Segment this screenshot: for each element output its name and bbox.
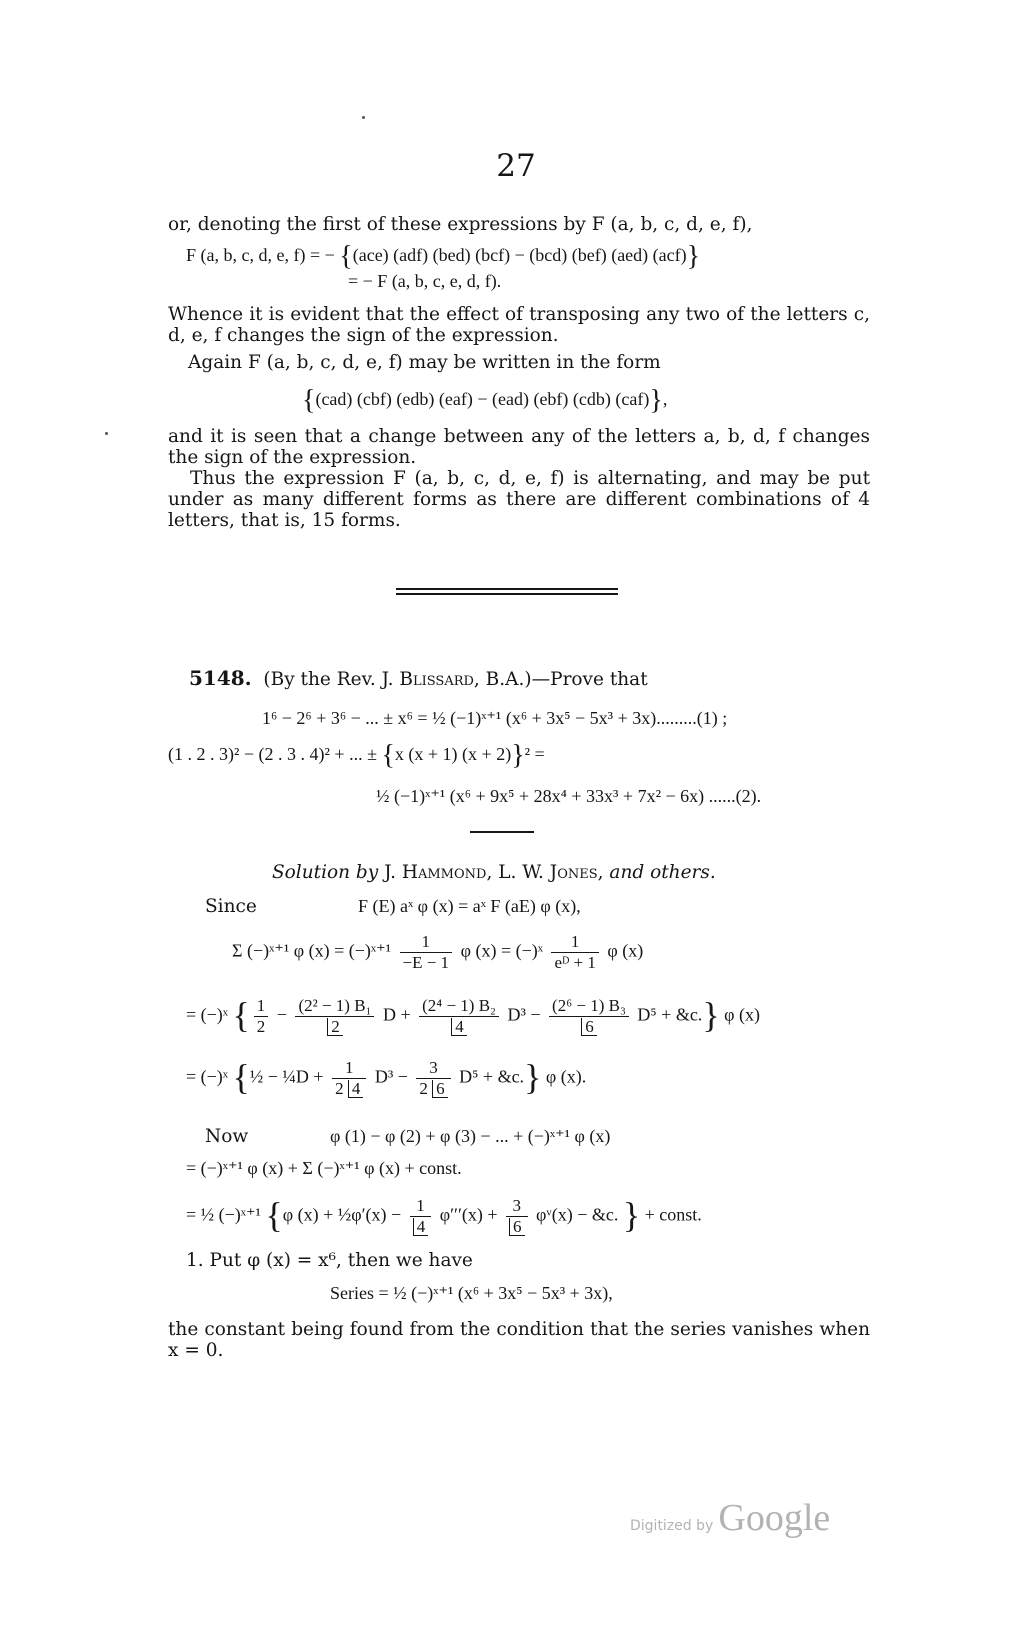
equation-2-lhs-terms: (1 . 2 . 3)² − (2 . 3 . 4)² + ... ± — [168, 744, 377, 764]
close-brace: } — [511, 740, 525, 771]
open-brace: { — [302, 385, 316, 416]
equation-2-lhs — [168, 740, 545, 771]
fraction-1-over-exp-d — [551, 932, 598, 973]
short-divider — [470, 831, 534, 833]
google-logo: Google — [718, 1497, 831, 1539]
since-equation: F (E) aˣ φ (x) = aˣ F (aE) φ (x), — [358, 896, 581, 916]
operator: D³ − — [374, 1066, 408, 1087]
fraction-term-3 — [549, 996, 629, 1037]
fraction-3-over-2-fact-6 — [416, 1058, 450, 1099]
close-brace: } — [649, 385, 663, 416]
watermark-prefix: Digitized by — [630, 1518, 714, 1534]
thus-paragraph: Thus the expression F (a, b, c, d, e, f) is alternating, and may be put under as many different forms as there are different combinations of 4 letters, that is, 15 forms. — [168, 468, 870, 531]
section-divider — [396, 588, 618, 590]
factorial-denominator: 6 — [509, 1218, 525, 1236]
numerator: (2⁴ − 1) B₂ — [419, 996, 499, 1017]
problem-heading — [189, 668, 648, 690]
equation-2-product: x (x + 1) (x + 2) — [394, 744, 512, 764]
since-label: Since — [205, 896, 257, 917]
open-brace: { — [265, 1194, 283, 1235]
sum-end: φ (x) — [607, 940, 644, 961]
close-brace: } — [686, 241, 701, 272]
problem-number: 5148. — [189, 666, 252, 690]
fraction-1-over-fact-4 — [410, 1196, 432, 1237]
operator: D⁵ + &c. — [459, 1066, 525, 1087]
problem-by: (By the Rev. J. — [263, 669, 400, 690]
fraction-1-over-minus-e — [400, 932, 453, 973]
expansion-end: + const. — [644, 1204, 702, 1225]
fraction-term-1 — [295, 996, 374, 1037]
denominator-coefficient: 2 — [335, 1079, 344, 1098]
open-brace: { — [232, 994, 250, 1035]
expansion-terms: φ (x) + ½φ′(x) − — [282, 1204, 402, 1225]
denominator: 2 — [256, 1017, 266, 1036]
equation-f-lhs: F (a, b, c, d, e, f) = − — [186, 245, 335, 265]
numerator: 3 — [506, 1196, 528, 1217]
fraction-term-2 — [419, 996, 499, 1037]
operator: D⁵ + &c. — [637, 1004, 703, 1025]
numerator: (2² − 1) B₁ — [295, 996, 374, 1017]
equation-f-equivalent: = − F (a, b, c, e, d, f). — [348, 271, 502, 291]
equation-2-power: ² = — [524, 744, 545, 764]
open-brace: { — [232, 1056, 250, 1097]
bernoulli-expansion — [186, 996, 760, 1037]
scan-speck — [362, 116, 365, 119]
constant-paragraph: the constant being found from the condition that the series vanishes when x = 0. — [168, 1319, 870, 1361]
denominator: eᴰ + 1 — [554, 953, 596, 972]
whence-paragraph: Whence it is evident that the effect of transposing any two of the letters c, d, e, f changes the sign of the expression. — [168, 304, 870, 346]
solution-others: and others. — [603, 862, 716, 883]
fraction-1-over-2-fact-4 — [332, 1058, 366, 1099]
sum-equation — [232, 932, 643, 973]
now-label: Now — [205, 1126, 249, 1147]
expansion-end: φ (x) — [724, 1004, 760, 1025]
seen-paragraph: and it is seen that a change between any of the letters a, b, d, f changes the sign of the expression. — [168, 426, 870, 468]
open-brace: { — [381, 740, 395, 771]
open-brace: { — [339, 241, 353, 272]
intro-line: or, denoting the first of these expressions by F (a, b, c, d, e, f), — [168, 214, 753, 235]
again-line: Again F (a, b, c, d, e, f) may be written in the form — [188, 352, 661, 373]
equation-f-alternate-form — [302, 385, 668, 416]
solution-authors: J. Hammond, L. W. Jones, — [384, 862, 604, 883]
operator: φᵛ(x) − &c. — [536, 1204, 619, 1225]
scan-speck — [105, 432, 108, 435]
problem-by-end: , B.A.)—Prove that — [473, 669, 648, 690]
sum-middle: φ (x) = (−)ˣ — [460, 940, 543, 961]
factorial-denominator: 6 — [581, 1018, 597, 1036]
expansion-start: = ½ (−)ˣ⁺¹ — [186, 1204, 261, 1225]
numerator: 3 — [416, 1058, 450, 1079]
series-result: Series = ½ (−)ˣ⁺¹ (x⁶ + 3x⁵ − 5x³ + 3x), — [330, 1283, 613, 1303]
taylor-expansion — [186, 1196, 702, 1237]
sum-lhs: Σ (−)ˣ⁺¹ φ (x) = (−)ˣ⁺¹ — [232, 940, 391, 961]
fraction-half — [254, 996, 269, 1037]
expansion-start: = (−)ˣ — [186, 1066, 228, 1087]
expansion-start: = (−)ˣ — [186, 1004, 228, 1025]
equation-alternate-product: (cad) (cbf) (edb) (eaf) − (ead) (ebf) (cdb) (caf) — [315, 389, 650, 409]
equation-2-rhs: ½ (−1)ˣ⁺¹ (x⁶ + 9x⁵ + 28x⁴ + 33x³ + 7x² − 6x) ......(2). — [376, 786, 762, 806]
close-brace: } — [524, 1056, 542, 1097]
factorial-denominator: 2 — [327, 1018, 343, 1036]
now-series: φ (1) − φ (2) + φ (3) − ... + (−)ˣ⁺¹ φ (x) — [330, 1126, 611, 1146]
expansion-end: φ (x). — [545, 1066, 587, 1087]
equation-f-product: (ace) (adf) (bed) (bcf) − (bcd) (bef) (aed) (acf) — [352, 245, 687, 265]
denominator: −E − 1 — [402, 953, 450, 972]
equation-1: 1⁶ − 2⁶ + 3⁶ − ... ± x⁶ = ½ (−1)ˣ⁺¹ (x⁶ + 3x⁵ − 5x³ + 3x).........(1) ; — [262, 708, 728, 728]
close-brace: } — [702, 994, 720, 1035]
digitized-watermark — [630, 1496, 830, 1540]
now-equation: = (−)ˣ⁺¹ φ (x) + Σ (−)ˣ⁺¹ φ (x) + const. — [186, 1158, 462, 1178]
factorial-denominator: 4 — [413, 1218, 429, 1236]
simplified-expansion — [186, 1058, 586, 1099]
factorial-denominator: 4 — [348, 1080, 364, 1098]
close-brace: } — [622, 1194, 641, 1235]
equation-f-definition — [186, 241, 701, 272]
numerator: 1 — [551, 932, 598, 953]
factorial-denominator: 4 — [451, 1018, 467, 1036]
solution-label: Solution by — [272, 862, 385, 883]
numerator: 1 — [332, 1058, 366, 1079]
comma: , — [662, 389, 668, 409]
minus-sign: − — [276, 1004, 287, 1025]
expansion-terms: ½ − ¼D + — [249, 1066, 324, 1087]
numerator: 1 — [410, 1196, 432, 1217]
put-line: 1. Put φ (x) = x⁶, then we have — [186, 1250, 473, 1271]
operator: φ′′′(x) + — [439, 1204, 498, 1225]
numerator: 1 — [400, 932, 453, 953]
numerator: (2⁶ − 1) B₃ — [549, 996, 629, 1017]
numerator: 1 — [254, 996, 269, 1017]
operator: D + — [382, 1004, 411, 1025]
fraction-3-over-fact-6 — [506, 1196, 528, 1237]
page-number: 27 — [496, 148, 536, 184]
operator: D³ − — [507, 1004, 541, 1025]
denominator-coefficient: 2 — [419, 1079, 428, 1098]
problem-author: Blissard — [399, 669, 474, 690]
section-divider — [396, 593, 618, 595]
factorial-denominator: 6 — [432, 1080, 448, 1098]
solution-heading — [272, 862, 716, 883]
